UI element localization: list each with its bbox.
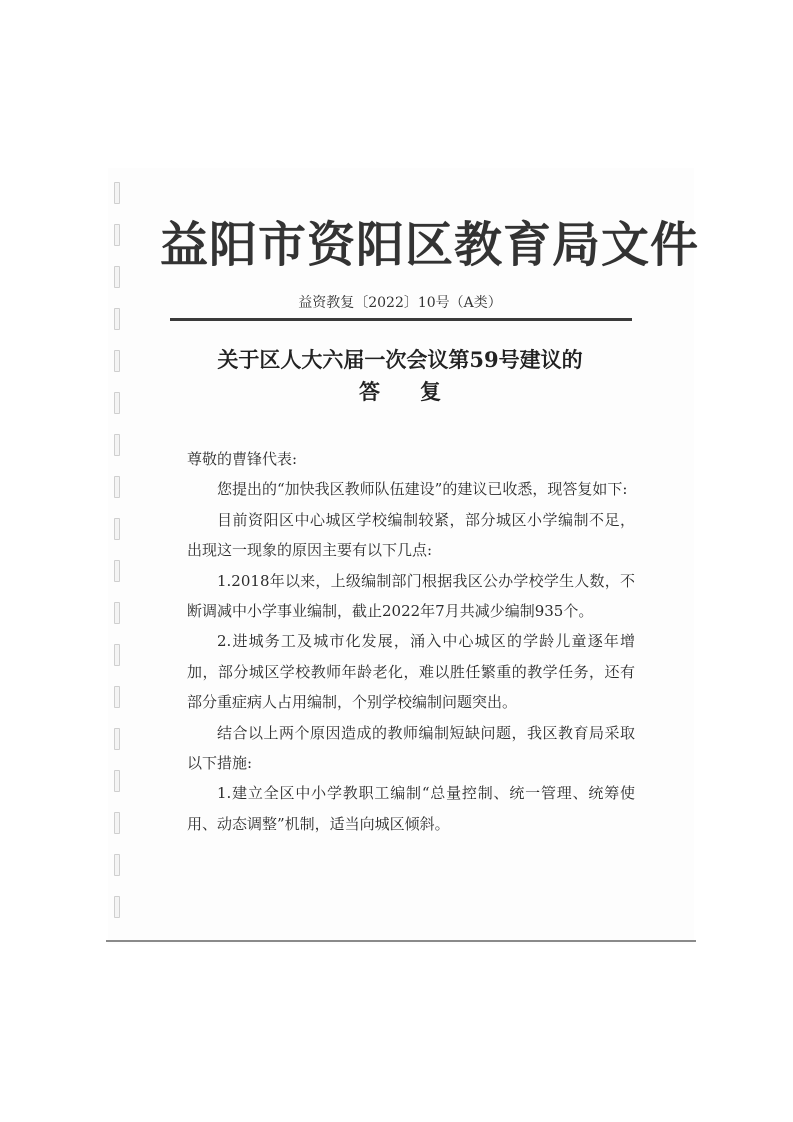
binding-mark [114,434,120,456]
binding-mark [114,686,120,708]
title-line-1: 关于区人大六届一次会议第59号建议的 [217,347,583,372]
document-title [170,344,630,408]
binding-mark [114,518,120,540]
binding-mark [114,728,120,750]
salutation: 尊敬的曹锋代表: [187,450,298,468]
paragraph: 目前资阳区中心城区学校编制较紧，部分城区小学编制不足，出现这一现象的原因主要有以下几点: [187,510,635,560]
paragraph: 1.2018年以来，上级编制部门根据我区公办学校学生人数，不断调减中小学事业编制，截止2022年7月共减少编制935个。 [187,571,635,621]
binding-mark [114,560,120,582]
binding-mark [114,602,120,624]
binding-mark [114,770,120,792]
paragraph: 您提出的“加快我区教师队伍建设”的建议已收悉，现答复如下: [217,480,628,499]
binding-mark [114,350,120,372]
binding-mark [114,224,120,246]
paragraph: 结合以上两个原因造成的教师编制短缺问题，我区教育局采取以下措施: [187,723,635,773]
document-body [187,444,635,839]
binding-mark [114,854,120,876]
header-rule [170,318,632,321]
title-line-2: 答复 [359,379,481,404]
binding-mark [114,182,120,204]
binding-mark [114,476,120,498]
paragraph: 1.建立全区中小学教职工编制“总量控制、统一管理、统筹使用、动态调整”机制，适当向城区倾斜。 [187,784,635,833]
binding-mark [114,266,120,288]
binding-mark [114,896,120,918]
binding-mark [114,644,120,666]
binding-marks [114,182,124,942]
binding-mark [114,392,120,414]
binding-mark [114,812,120,834]
document-number: 益资教复〔2022〕10号（A类） [298,295,502,311]
document-header: 益阳市资阳区教育局文件 [160,217,700,273]
page-bottom-rule [106,940,696,942]
paragraph: 2.进城务工及城市化发展，涌入中心城区的学龄儿童逐年增加，部分城区学校教师年龄老化，难以胜任繁重的教学任务，还有部分重症病人占用编制，个别学校编制问题突出。 [187,632,635,712]
binding-mark [114,308,120,330]
